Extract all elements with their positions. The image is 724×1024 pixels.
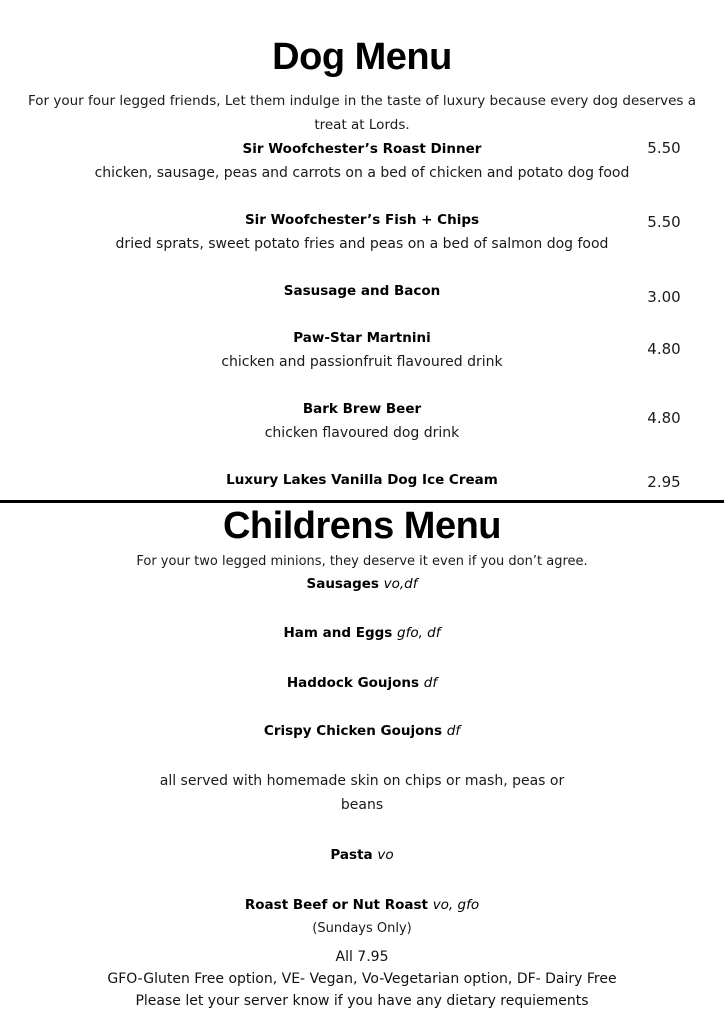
item-name: Paw-Star Martnini: [293, 330, 431, 346]
item-name: Sausages: [306, 576, 379, 592]
item-price: 5.50: [647, 213, 681, 231]
item-name: Pasta: [330, 847, 373, 863]
childrens-menu-title: Childrens Menu: [222, 505, 502, 547]
item-name: Roast Beef or Nut Roast: [244, 897, 428, 913]
item-name: Bark Brew Beer: [302, 401, 422, 417]
item-price: 2.95: [647, 473, 681, 491]
item-dietary-tags: vo: [377, 847, 394, 863]
item-name: Crispy Chicken Goujons: [263, 723, 443, 739]
childrens-item-pasta: [0, 847, 724, 863]
item-description: chicken and passionfruit flavoured drink: [221, 354, 503, 370]
dietary-legend: GFO-Gluten Free option, VE- Vegan, Vo-Vegetarian option, DF- Dairy Free: [107, 971, 617, 987]
childrens-menu-intro: For your two legged minions, they deserve it even if you don’t agree.: [136, 554, 588, 569]
item-dietary-tags: df: [423, 675, 438, 691]
childrens-item-roast: [0, 897, 724, 913]
childrens-item-chicken-goujons: [0, 723, 724, 739]
item-dietary-tags: gfo, df: [397, 625, 441, 641]
item-price: 5.50: [647, 139, 681, 157]
item-name: Ham and Eggs: [283, 625, 393, 641]
served-with-line2: beans: [340, 797, 384, 813]
childrens-item-ham-eggs: [0, 625, 724, 641]
item-price: 4.80: [647, 409, 681, 427]
item-price: 4.80: [647, 340, 681, 358]
childrens-item-haddock: [0, 675, 724, 691]
dog-menu-intro-line1: For your four legged friends, Let them indulge in the taste of luxury because every dog deserves a: [27, 93, 697, 109]
item-name: Haddock Goujons: [286, 675, 420, 691]
item-name: Sir Woofchester’s Roast Dinner: [242, 141, 482, 157]
item-description: chicken, sausage, peas and carrots on a bed of chicken and potato dog food: [94, 165, 630, 181]
served-with-line1: all served with homemade skin on chips or mash, peas or: [159, 773, 565, 789]
dog-menu-intro-line2: treat at Lords.: [314, 117, 410, 133]
childrens-item-sausages: [0, 576, 724, 592]
dog-menu-title: Dog Menu: [272, 36, 452, 78]
item-name: Sir Woofchester’s Fish + Chips: [244, 212, 480, 228]
item-name: Sasusage and Bacon: [283, 283, 441, 299]
item-dietary-tags: vo,df: [383, 576, 418, 592]
all-price: All 7.95: [335, 949, 389, 965]
sundays-note: (Sundays Only): [312, 921, 412, 936]
item-description: chicken flavoured dog drink: [264, 425, 460, 441]
item-price: 3.00: [647, 288, 681, 306]
dietary-note: Please let your server know if you have any dietary requiements: [135, 993, 589, 1009]
item-name: Luxury Lakes Vanilla Dog Ice Cream: [226, 472, 498, 488]
item-description: dried sprats, sweet potato fries and peas on a bed of salmon dog food: [115, 236, 609, 252]
item-dietary-tags: df: [446, 723, 461, 739]
item-dietary-tags: vo, gfo: [432, 897, 480, 913]
section-divider: [0, 500, 724, 503]
